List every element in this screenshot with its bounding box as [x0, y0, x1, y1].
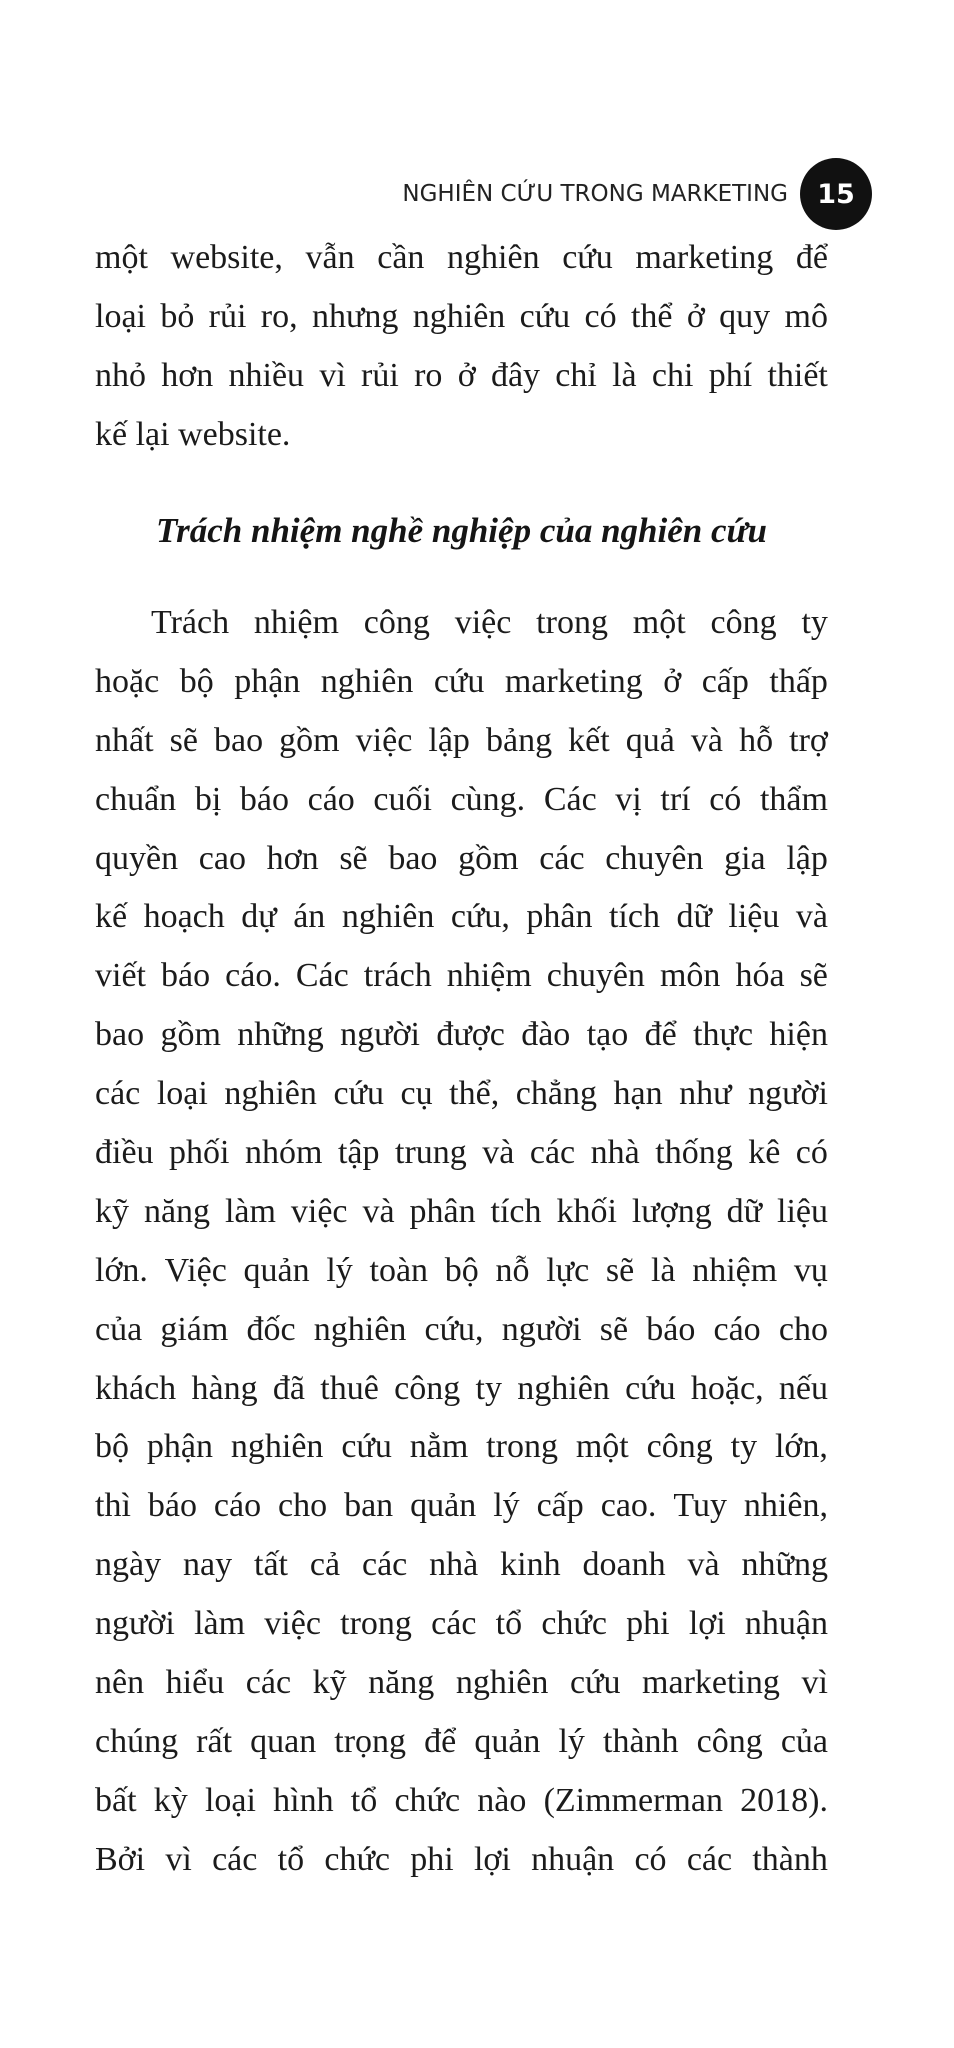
- text-line: lớn. Việc quản lý toàn bộ nỗ lực sẽ là nhiệm vụ: [95, 1251, 828, 1289]
- text-line: bộ phận nghiên cứu nằm trong một công ty lớn,: [95, 1428, 828, 1466]
- text-line: kế hoạch dự án nghiên cứu, phân tích dữ liệu và: [95, 898, 828, 936]
- page-number: 15: [817, 178, 855, 210]
- text-line: kỹ năng làm việc và phân tích khối lượng dữ liệu: [95, 1192, 828, 1230]
- text-line: nên hiểu các kỹ năng nghiên cứu marketing vì: [95, 1664, 828, 1702]
- text-line: người làm việc trong các tổ chức phi lợi nhuận: [95, 1605, 828, 1643]
- text-line: điều phối nhóm tập trung và các nhà thống kê có: [95, 1134, 828, 1172]
- text-line: bao gồm những người được đào tạo để thực hiện: [95, 1016, 828, 1054]
- page-number-badge: [800, 158, 872, 230]
- text-line: nhỏ hơn nhiều vì rủi ro ở đây chỉ là chi phí thiết: [95, 356, 828, 394]
- text-line: thì báo cáo cho ban quản lý cấp cao. Tuy nhiên,: [95, 1487, 828, 1525]
- text-line: viết báo cáo. Các trách nhiệm chuyên môn hóa sẽ: [95, 957, 828, 995]
- text-line: Bởi vì các tổ chức phi lợi nhuận có các thành: [95, 1840, 828, 1878]
- text-line: kế lại website.: [95, 415, 291, 453]
- text-line: chuẩn bị báo cáo cuối cùng. Các vị trí có thẩm: [95, 780, 828, 818]
- text-line: ngày nay tất cả các nhà kinh doanh và những: [95, 1546, 828, 1584]
- text-line: các loại nghiên cứu cụ thể, chẳng hạn như người: [95, 1075, 828, 1113]
- running-header-title: NGHIÊN CỨU TRONG MARKETING: [402, 181, 788, 207]
- body-paragraph: [95, 594, 828, 1890]
- intro-paragraph: [95, 229, 828, 465]
- text-line: quyền cao hơn sẽ bao gồm các chuyên gia lập: [95, 839, 828, 877]
- text-line: nhất sẽ bao gồm việc lập bảng kết quả và hỗ trợ: [95, 721, 828, 759]
- running-header: [402, 158, 872, 230]
- text-line: bất kỳ loại hình tổ chức nào (Zimmerman 2018).: [95, 1781, 828, 1819]
- text-line: chúng rất quan trọng để quản lý thành công của: [95, 1722, 828, 1760]
- text-line: khách hàng đã thuê công ty nghiên cứu hoặc, nếu: [95, 1369, 828, 1407]
- section-heading: Trách nhiệm nghề nghiệp của nghiên cứu: [156, 511, 767, 550]
- text-line: loại bỏ rủi ro, nhưng nghiên cứu có thể ở quy mô: [95, 297, 828, 335]
- text-line: hoặc bộ phận nghiên cứu marketing ở cấp thấp: [95, 662, 828, 700]
- text-line: Trách nhiệm công việc trong một công ty: [151, 604, 828, 641]
- text-line: một website, vẫn cần nghiên cứu marketing để: [95, 239, 828, 276]
- text-line: của giám đốc nghiên cứu, người sẽ báo cáo cho: [95, 1310, 828, 1348]
